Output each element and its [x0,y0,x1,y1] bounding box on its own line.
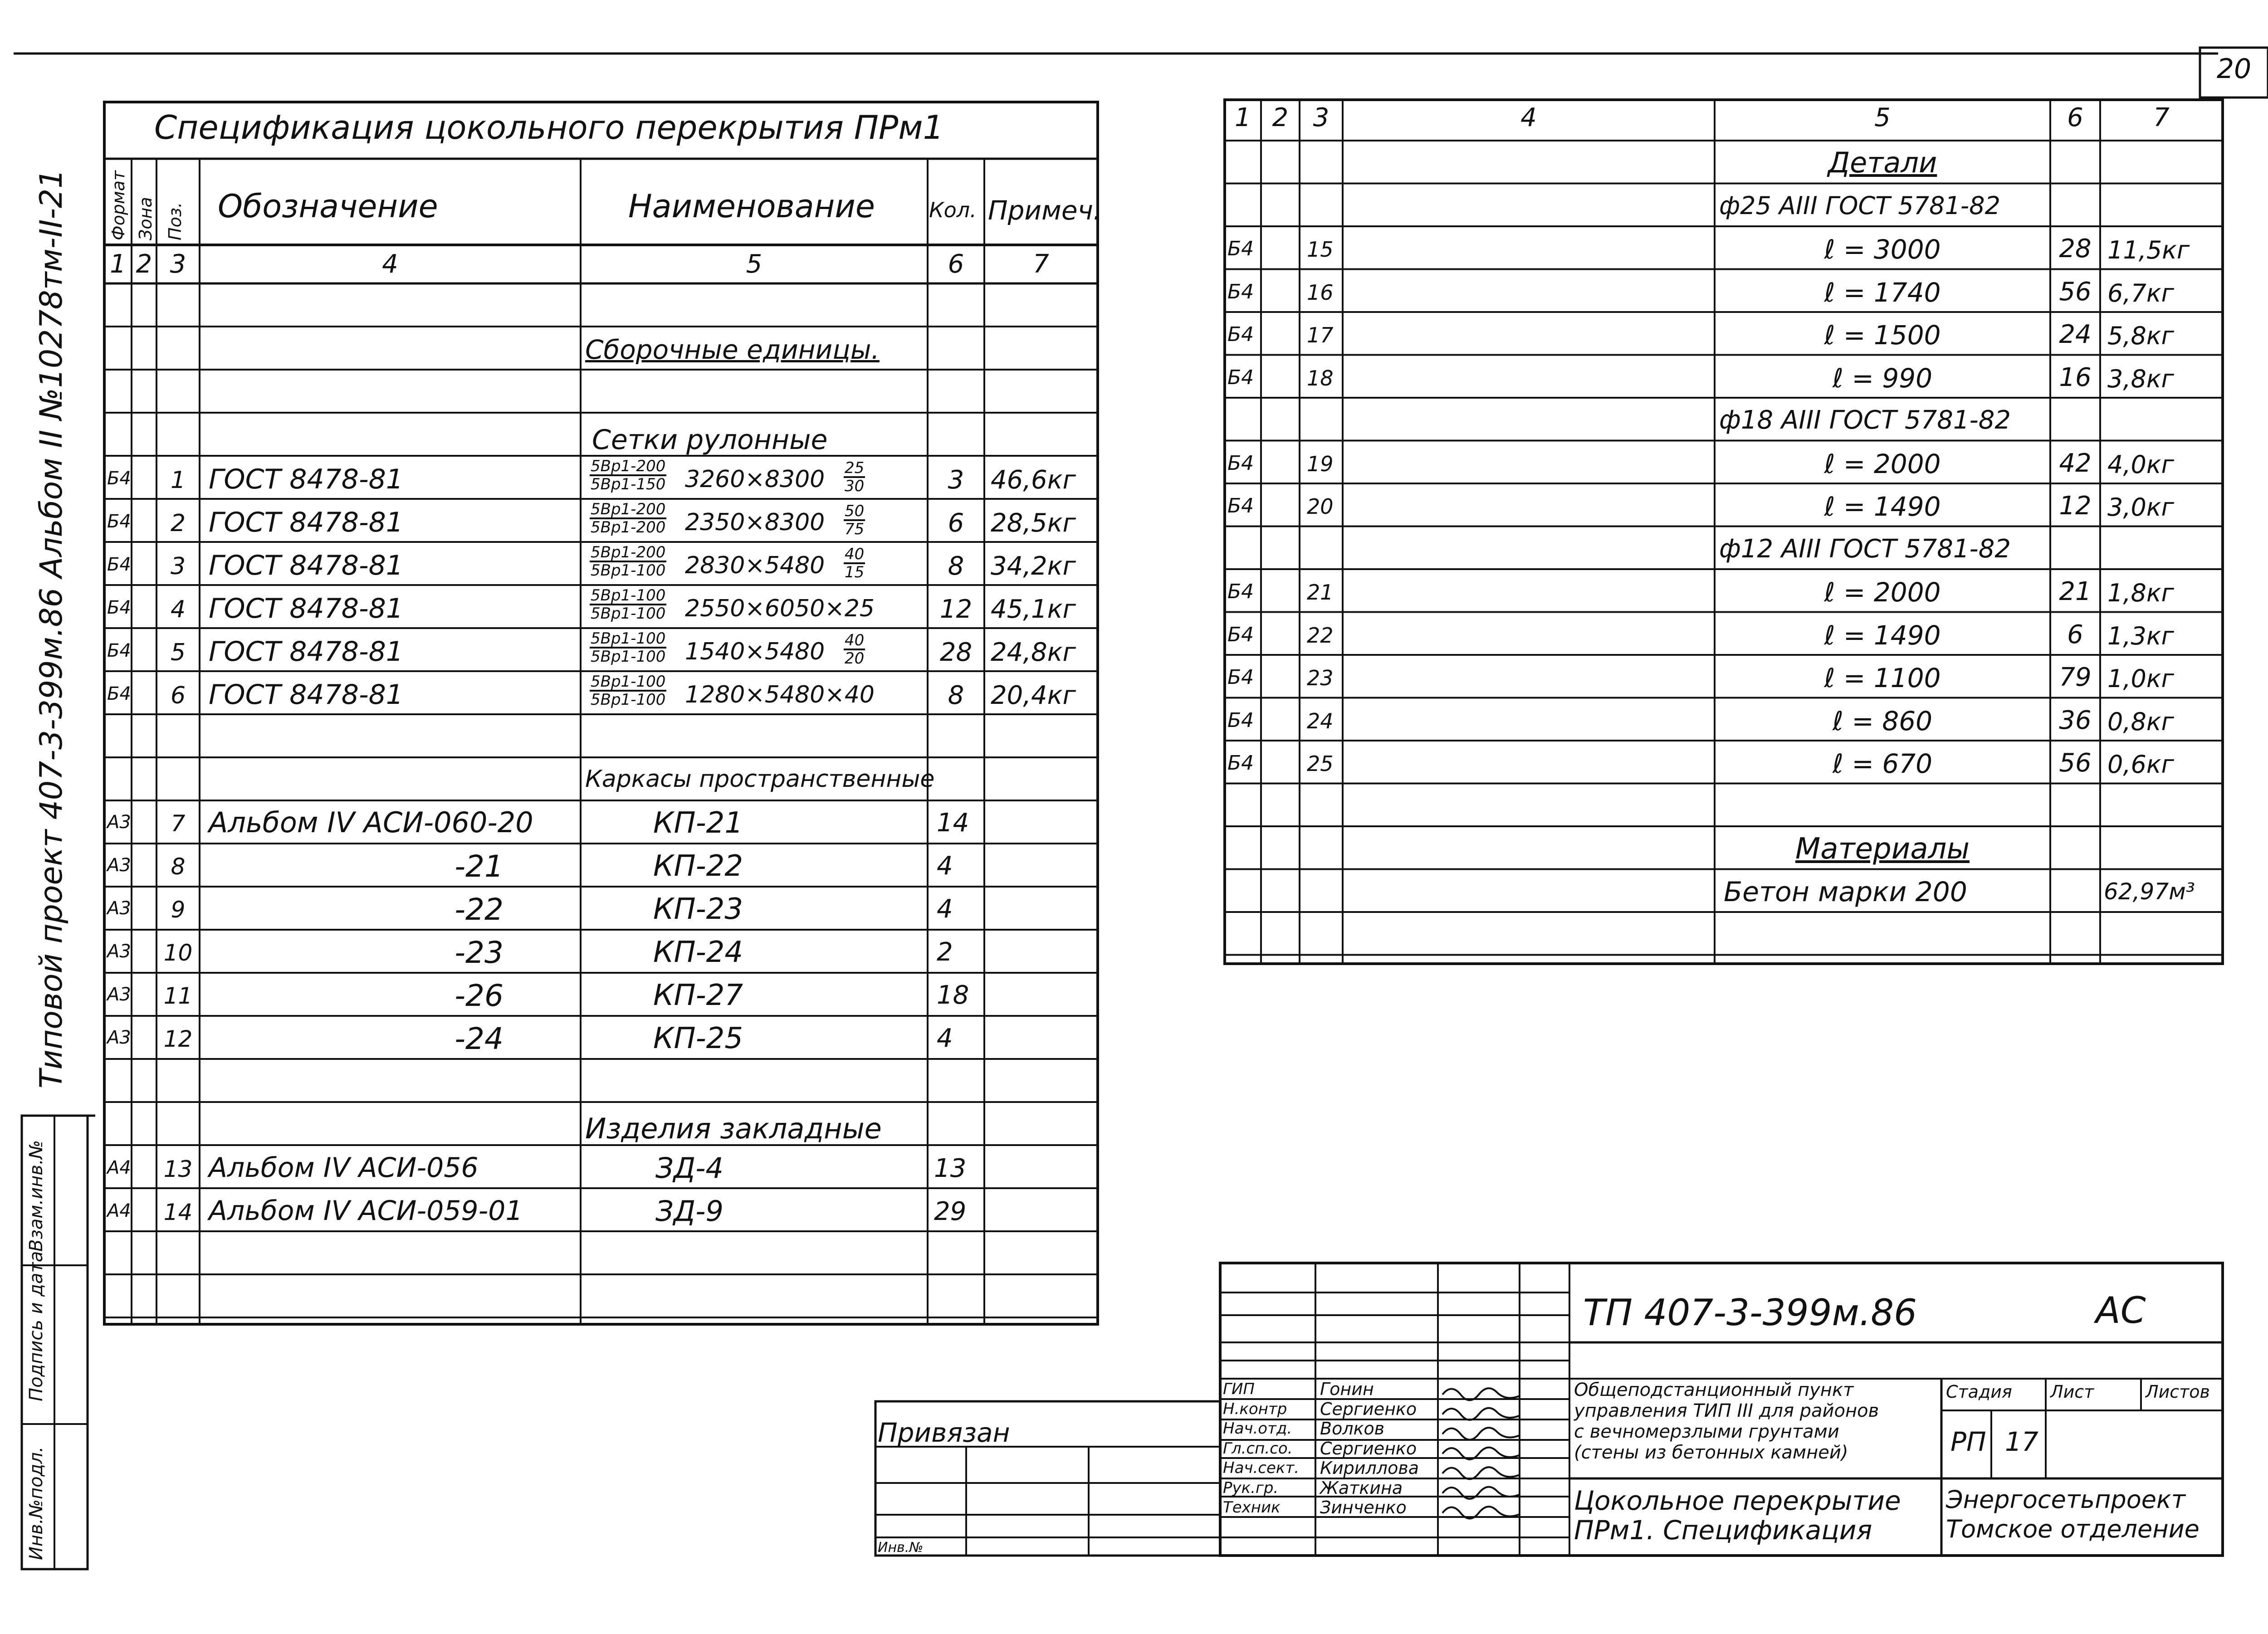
stage-value: РП [1950,1426,1986,1457]
signatory-role: Н.контр [1223,1400,1287,1418]
stamp-inv-podl: Инв.№подл. [26,1446,47,1560]
grade-bottom: 5Вр1-200 [591,518,666,537]
row-name: ЗД-4 [655,1151,724,1185]
object-description-line: (стены из бетонных камней) [1574,1442,1848,1463]
overhang-top: 25 [845,459,865,477]
right-col-number: 6 [2067,103,2083,132]
row-qty: 36 [2059,705,2092,735]
left-col-number: 2 [136,249,152,279]
row-qty: 4 [937,894,953,924]
row-format: А3 [107,984,131,1005]
section-frames: Каркасы пространственные [585,766,935,793]
left-col-number: 4 [382,249,398,279]
row-position: 24 [1307,708,1334,733]
net-size: 2350×8300 [685,509,825,536]
left-col-number: 1 [110,249,126,279]
section-nets: Сетки рулонные [592,424,828,456]
row-name: КП-24 [653,936,743,969]
sheet-value: 17 [2005,1426,2038,1457]
stamp-vzam-inv: Взам.инв.№ [26,1140,47,1252]
row-position: 23 [1307,666,1334,690]
row-qty: 13 [934,1154,967,1183]
grade-top: 5Вр1-100 [591,586,666,605]
row-format: Б4 [1227,323,1254,346]
signature-scribble [1442,1467,1520,1479]
sheets-label: Листов [2146,1382,2210,1402]
row-position: 12 [163,1026,193,1052]
net-grade-fraction [590,545,666,578]
row-qty: 6 [2067,619,2083,649]
row-format: Б4 [107,640,131,661]
signatory-name: Зинченко [1320,1497,1407,1517]
net-grade-fraction [590,458,666,492]
row-position: 22 [1307,623,1334,648]
row-length: ℓ = 1500 [1824,320,1941,351]
object-description-line: Общеподстанционный пункт [1574,1380,1854,1400]
row-qty: 28 [939,638,973,667]
row-position: 2 [170,510,186,537]
row-designation: ГОСТ 8478-81 [209,463,403,495]
row-note: 3,0кг [2107,493,2174,522]
row-position: 15 [1307,237,1334,262]
row-note: 4,0кг [2107,450,2174,479]
row-designation: Альбом IV АСИ-056 [209,1152,479,1184]
row-format: А3 [107,855,131,876]
row-name: КП-23 [653,893,743,926]
row-position: 20 [1307,494,1334,519]
group-rebar-12: ф12 АIII ГОСТ 5781-82 [1719,534,2011,564]
row-format: Б4 [1227,708,1254,732]
left-header-qty: Кол. [929,198,977,222]
row-format: Б4 [1227,237,1254,260]
row-note: 1,8кг [2107,579,2174,607]
concrete-volume: 62,97м³ [2104,878,2195,905]
row-designation-dash: -22 [455,892,503,927]
row-format: Б4 [107,468,131,489]
left-table-title: Спецификация цокольного перекрытия ПРм1 [154,108,944,146]
signatory-name: Сергиенко [1320,1399,1417,1419]
net-size: 2550×6050×25 [685,595,875,622]
signatory-name: Волков [1320,1419,1385,1439]
row-designation: ГОСТ 8478-81 [209,593,403,624]
overhang-top: 50 [845,502,865,520]
object-description-line: с вечномерзлыми грунтами [1574,1421,1839,1442]
row-note: 0,8кг [2107,707,2174,736]
grade-bottom: 5Вр1-100 [591,648,666,666]
stage-label: Стадия [1946,1382,2012,1402]
inv-label: Инв.№ [878,1540,924,1556]
net-grade-fraction [590,631,666,664]
net-size: 3260×8300 [685,466,825,493]
grade-top: 5Вр1-200 [591,457,666,475]
row-position: 13 [163,1156,193,1182]
signatory-role: Техник [1223,1498,1281,1517]
right-col-number: 1 [1235,103,1251,132]
row-position: 8 [171,854,186,880]
row-format: Б4 [1227,494,1254,517]
right-table-frame [1225,100,2223,964]
group-rebar-18: ф18 АIII ГОСТ 5781-82 [1719,405,2011,435]
row-position: 6 [170,682,186,709]
row-length: ℓ = 860 [1832,705,1933,737]
row-length: ℓ = 990 [1832,362,1933,394]
signature-scribble [1442,1408,1520,1420]
net-overhang-fraction [844,503,865,537]
row-note: 45,1кг [991,595,1076,624]
row-qty: 8 [948,551,964,581]
grade-top: 5Вр1-100 [591,629,666,648]
object-description-line: управления ТИП III для районов [1574,1400,1879,1421]
drawing-mark: АС [2096,1289,2146,1332]
grade-bottom: 5Вр1-150 [591,475,666,493]
signatory-role: ГИП [1223,1380,1255,1398]
row-note: 3,8кг [2107,364,2174,393]
row-format: Б4 [1227,666,1254,689]
left-header-vertical: Зона [136,197,156,240]
row-name: КП-25 [653,1022,743,1055]
row-qty: 12 [2059,491,2092,521]
row-format: Б4 [107,511,131,532]
row-length: ℓ = 1490 [1824,491,1941,522]
grade-bottom: 5Вр1-100 [591,691,666,709]
row-qty: 24 [2059,320,2092,349]
concrete-name: Бетон марки 200 [1724,876,1967,908]
row-length: ℓ = 1490 [1824,619,1941,651]
row-position: 14 [163,1199,193,1225]
row-format: А3 [107,812,131,833]
overhang-bottom: 75 [845,520,865,538]
right-col-number: 7 [2153,103,2170,132]
section-details: Детали [1828,146,1937,179]
row-position: 1 [170,467,186,494]
left-col-number: 5 [746,249,763,279]
row-note: 0,6кг [2107,750,2174,779]
stamp-signature-date: Подпись и дата [26,1251,47,1401]
section-assembly: Сборочные единицы. [585,334,880,365]
left-col-number: 6 [948,249,964,279]
signature-scribble [1442,1428,1520,1439]
signatory-role: Рук.гр. [1223,1478,1279,1497]
organization-line: Энергосетьпроект [1946,1485,2186,1514]
row-designation-dash: -26 [455,978,503,1013]
left-col-number: 7 [1033,249,1049,279]
row-length: ℓ = 2000 [1824,577,1941,608]
right-col-number: 3 [1313,103,1330,132]
row-qty: 4 [937,851,953,881]
row-qty: 8 [948,681,964,710]
section-embedded: Изделия закладные [585,1112,882,1145]
row-note: 11,5кг [2107,236,2190,264]
signatory-name: Сергиенко [1320,1438,1417,1458]
row-designation-dash: -23 [455,935,503,970]
grade-bottom: 5Вр1-100 [591,561,666,580]
row-position: 5 [170,639,186,666]
row-note: 1,0кг [2107,664,2174,693]
overhang-bottom: 20 [845,649,865,668]
row-designation: ГОСТ 8478-81 [209,507,403,538]
row-format: Б4 [107,554,131,575]
row-qty: 18 [937,980,969,1010]
row-format: А3 [107,1027,131,1048]
grade-bottom: 5Вр1-100 [591,605,666,623]
net-overhang-fraction [844,460,865,494]
organization-line: Томское отделение [1946,1515,2200,1543]
row-qty: 12 [939,595,973,624]
signatory-name: Жаткина [1320,1478,1403,1498]
grade-top: 5Вр1-200 [591,500,666,518]
drawing-title-line: Цокольное перекрытие [1574,1485,1901,1516]
row-name: КП-27 [653,979,743,1012]
signatory-name: Гонин [1320,1379,1374,1399]
row-qty: 29 [934,1197,967,1226]
overhang-top: 40 [845,631,865,649]
left-header-vertical: Поз. [165,202,185,240]
row-designation-dash: -21 [455,849,503,884]
row-format: А3 [107,941,131,962]
privyazan-label: Привязан [878,1417,1010,1448]
row-name: КП-21 [653,806,743,840]
row-format: А3 [107,898,131,919]
row-length: ℓ = 2000 [1824,448,1941,479]
row-format: Б4 [1227,280,1254,303]
sheet-number: 20 [2216,53,2252,85]
row-format: Б4 [107,597,131,618]
overhang-top: 40 [845,545,865,563]
row-length: ℓ = 1740 [1824,277,1941,308]
signatory-role: Нач.сект. [1223,1459,1300,1477]
document-code: ТП 407-3-399м.86 [1583,1292,1917,1334]
row-length: ℓ = 1100 [1824,663,1941,693]
row-position: 9 [171,897,186,923]
row-qty: 56 [2059,748,2092,778]
row-qty: 16 [2059,362,2092,392]
grade-top: 5Вр1-100 [591,673,666,691]
row-qty: 79 [2059,663,2092,692]
net-overhang-fraction [844,546,865,580]
row-note: 5,8кг [2107,322,2174,350]
row-qty: 56 [2059,277,2092,307]
left-header-designation: Обозначение [218,188,438,225]
row-format: Б4 [1227,451,1254,475]
net-size: 1540×5480 [685,638,825,665]
overhang-bottom: 15 [845,563,865,581]
row-qty: 21 [2059,577,2092,606]
right-col-number: 5 [1874,103,1891,132]
row-format: А4 [107,1157,131,1178]
row-note: 28,5кг [991,508,1076,538]
row-position: 17 [1307,323,1334,347]
row-designation: ГОСТ 8478-81 [209,550,403,581]
row-format: Б4 [1227,751,1254,775]
row-qty: 6 [948,508,964,538]
row-position: 4 [170,596,186,623]
row-length: ℓ = 3000 [1824,234,1941,265]
row-format: Б4 [1227,580,1254,603]
signatory-role: Нач.отд. [1223,1419,1292,1438]
row-format: А4 [107,1200,131,1221]
right-col-number: 2 [1272,103,1289,132]
row-qty: 28 [2059,234,2092,263]
net-grade-fraction [590,674,666,707]
side-project-title: Типовой проект 407-3-399м.86 Альбом II №10278тм-II-21 [34,169,69,1088]
row-qty: 14 [937,808,969,838]
row-designation: Альбом IV АСИ-059-01 [209,1195,523,1227]
row-qty: 4 [937,1024,953,1053]
row-position: 16 [1307,280,1334,305]
overhang-bottom: 30 [845,477,865,495]
left-header-note: Примеч. [988,195,1102,226]
row-note: 24,8кг [991,638,1076,667]
left-col-number: 3 [170,249,186,279]
signatory-name: Кириллова [1320,1458,1419,1478]
net-grade-fraction [590,502,666,535]
row-position: 19 [1307,451,1334,476]
row-name: КП-22 [653,849,743,883]
drawing-title-line: ПРм1. Спецификация [1574,1515,1872,1546]
sheet-label: Лист [2050,1382,2094,1402]
net-size: 2830×5480 [685,552,825,579]
row-note: 6,7кг [2107,278,2174,307]
row-note: 20,4кг [991,681,1076,710]
row-note: 46,6кг [991,465,1076,495]
row-designation-dash: -24 [455,1021,503,1056]
row-format: Б4 [1227,623,1254,646]
net-grade-fraction [590,588,666,621]
row-format: Б4 [1227,366,1254,389]
row-position: 25 [1307,751,1334,776]
row-note: 34,2кг [991,551,1076,581]
net-overhang-fraction [844,633,865,666]
row-format: Б4 [107,683,131,704]
row-position: 3 [170,553,186,580]
row-qty: 42 [2059,448,2092,478]
row-designation: Альбом IV АСИ-060-20 [209,806,533,839]
section-materials: Материалы [1795,832,1970,866]
left-header-vertical: Формат [108,170,128,240]
row-position: 10 [163,940,193,966]
net-size: 1280×5480×40 [685,681,875,708]
right-col-number: 4 [1520,103,1537,132]
row-position: 7 [171,810,186,837]
row-designation: ГОСТ 8478-81 [209,636,403,668]
signatory-role: Гл.сп.со. [1223,1439,1293,1458]
row-qty: 2 [937,937,953,967]
row-qty: 3 [948,465,964,495]
row-length: ℓ = 670 [1832,748,1933,779]
row-name: ЗД-9 [655,1195,724,1228]
left-header-name: Наименование [628,188,875,225]
row-position: 18 [1307,366,1334,390]
group-rebar-25: ф25 АIII ГОСТ 5781-82 [1719,191,2000,220]
row-note: 1,3кг [2107,621,2174,650]
row-designation: ГОСТ 8478-81 [209,679,403,711]
row-position: 11 [163,983,193,1009]
row-position: 21 [1307,580,1334,605]
grade-top: 5Вр1-200 [591,543,666,561]
